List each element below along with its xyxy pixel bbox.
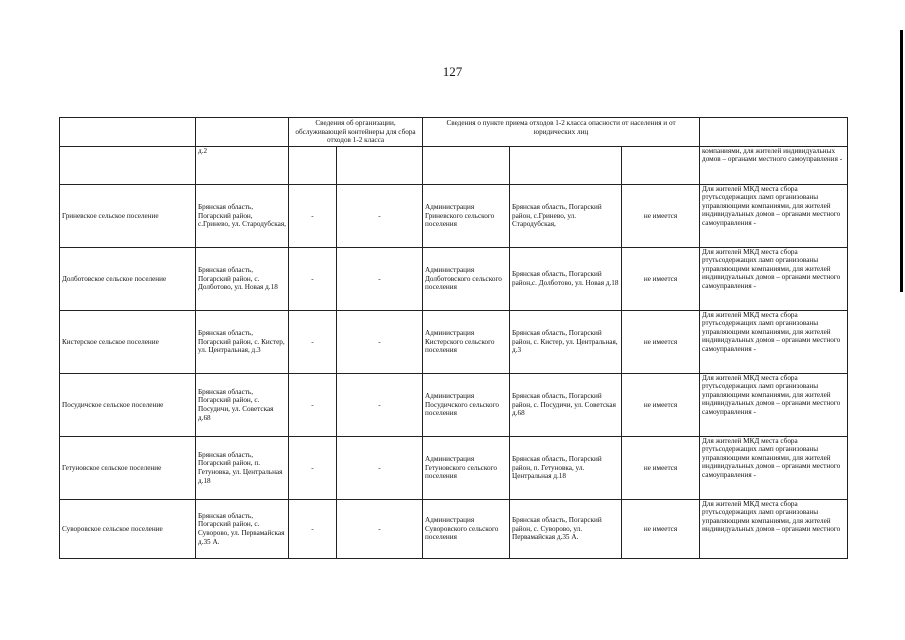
table-row: [60, 437, 848, 500]
cell-point-address: Брянская область, Погарский район, п. Гетуновка, ул. Центральная д.18: [510, 437, 622, 500]
cell-note: Для жителей МКД места сбора ртутьсодержащих ламп организованы управляющими компаниями, для жителей индивидуальных домов – органами местного самоуправления -: [700, 248, 848, 311]
table-row: [60, 248, 848, 311]
cell-availability: не имеется: [622, 437, 700, 500]
cell-settlement: [60, 147, 196, 185]
cell-settlement: Суворовское сельское поселение: [60, 500, 196, 559]
table-row: [60, 500, 848, 559]
cell-dash: -: [337, 311, 423, 374]
page-number: 127: [442, 64, 463, 79]
cell-point-address: Брянская область, Погарский район, с.Гринево, ул. Стародубская,: [510, 185, 622, 248]
cell-settlement: Посудичское сельское поселение: [60, 374, 196, 437]
table-row: [60, 147, 848, 185]
cell-note: Для жителей МКД места сбора ртутьсодержащих ламп организованы управляющими компаниями, для жителей индивидуальных домов – органами местного: [700, 500, 848, 559]
cell-dash: -: [289, 311, 337, 374]
cell-dash: -: [337, 374, 423, 437]
cell-dash: -: [337, 185, 423, 248]
cell-availability: не имеется: [622, 500, 700, 559]
cell-settlement: Гриневское сельское поселение: [60, 185, 196, 248]
table-row: [60, 311, 848, 374]
cell-dash: -: [289, 437, 337, 500]
cell-note: Для жителей МКД места сбора ртутьсодержащих ламп организованы управляющими компаниями, для жителей индивидуальных домов – органами местного самоуправления -: [700, 437, 848, 500]
cell-point-address: Брянская область, Погарский район, с. Кистер, ул. Центральная, д.3: [510, 311, 622, 374]
cell-note: Для жителей МКД места сбора ртутьсодержащих ламп организованы управляющими компаниями, для жителей индивидуальных домов – органами местного самоуправления -: [700, 185, 848, 248]
cell-point-address: Брянская область, Погарский район, с. Суворово, ул. Первамайская д.35 А.: [510, 500, 622, 559]
table-row: [60, 185, 848, 248]
cell-note: Для жителей МКД места сбора ртутьсодержащих ламп организованы управляющими компаниями, для жителей индивидуальных домов – органами местного самоуправления -: [700, 311, 848, 374]
cell-note: компаниями, для жителей индивидуальных домов – органами местного самоуправления -: [700, 147, 848, 185]
cell-empty: [337, 147, 423, 185]
cell-availability: не имеется: [622, 248, 700, 311]
cell-address: Брянская область, Погарский район, с. Кистер, ул. Центральная, д.3: [196, 311, 289, 374]
cell-admin: Администрация Кистерского сельского поселения: [423, 311, 510, 374]
cell-address: Брянская область, Погарский район, с. Посудичи, ул. Советская д.68: [196, 374, 289, 437]
cell-admin: Администрация Гриневского сельского поселения: [423, 185, 510, 248]
cell-address: Брянская область, Погарский район, с. Долботово, ул. Новая д.18: [196, 248, 289, 311]
cell-admin: Администрация Долботовского сельского поселения: [423, 248, 510, 311]
cell-note: Для жителей МКД места сбора ртутьсодержащих ламп организованы управляющими компаниями, для жителей индивидуальных домов – органами местного самоуправления -: [700, 374, 848, 437]
cell-dash: -: [289, 185, 337, 248]
page-edge-mark: [900, 30, 903, 292]
cell-dash: -: [289, 248, 337, 311]
cell-dash: -: [337, 437, 423, 500]
cell-dash: -: [337, 248, 423, 311]
cell-availability: не имеется: [622, 185, 700, 248]
header-empty-cell: [700, 118, 848, 147]
cell-empty: [510, 147, 622, 185]
table-header-row: [60, 118, 848, 147]
waste-collection-table: [59, 117, 848, 559]
cell-dash: -: [289, 374, 337, 437]
cell-address: Брянская область, Погарский район, п. Гетуновка, ул. Центральная д.18: [196, 437, 289, 500]
cell-address: Брянская область, Погарский район, с. Суворово, ул. Первамайская д.35 А.: [196, 500, 289, 559]
header-empty-cell: [196, 118, 289, 147]
cell-settlement: Гетуновское сельское поселение: [60, 437, 196, 500]
cell-availability: не имеется: [622, 311, 700, 374]
header-org-info: Сведения об организации, обслуживающей контейнеры для сбора отходов 1-2 класса: [289, 118, 423, 147]
header-reception-info: Сведения о пункте приема отходов 1-2 класса опасности от населения и от юридических лиц: [423, 118, 700, 147]
cell-settlement: Долботовское сельское поселение: [60, 248, 196, 311]
cell-empty: [289, 147, 337, 185]
cell-dash: -: [289, 500, 337, 559]
cell-empty: [622, 147, 700, 185]
cell-address: Брянская область, Погарский район, с.Гринево, ул. Стародубская,: [196, 185, 289, 248]
header-empty-cell: [60, 118, 196, 147]
cell-point-address: Брянская область, Погарский район, с. Посудичи, ул. Советская д.68: [510, 374, 622, 437]
cell-settlement: Кистерское сельское поселение: [60, 311, 196, 374]
cell-address: д.2: [196, 147, 289, 185]
cell-admin: Администрация Суворовского сельского поселения: [423, 500, 510, 559]
cell-empty: [423, 147, 510, 185]
cell-dash: -: [337, 500, 423, 559]
cell-point-address: Брянская область, Погарский район,с. Долботово, ул. Новая д.18: [510, 248, 622, 311]
cell-availability: не имеется: [622, 374, 700, 437]
cell-admin: Администрация Посудичского сельского поселения: [423, 374, 510, 437]
table-row: [60, 374, 848, 437]
cell-admin: Администрация Гетуновского сельского поселения: [423, 437, 510, 500]
